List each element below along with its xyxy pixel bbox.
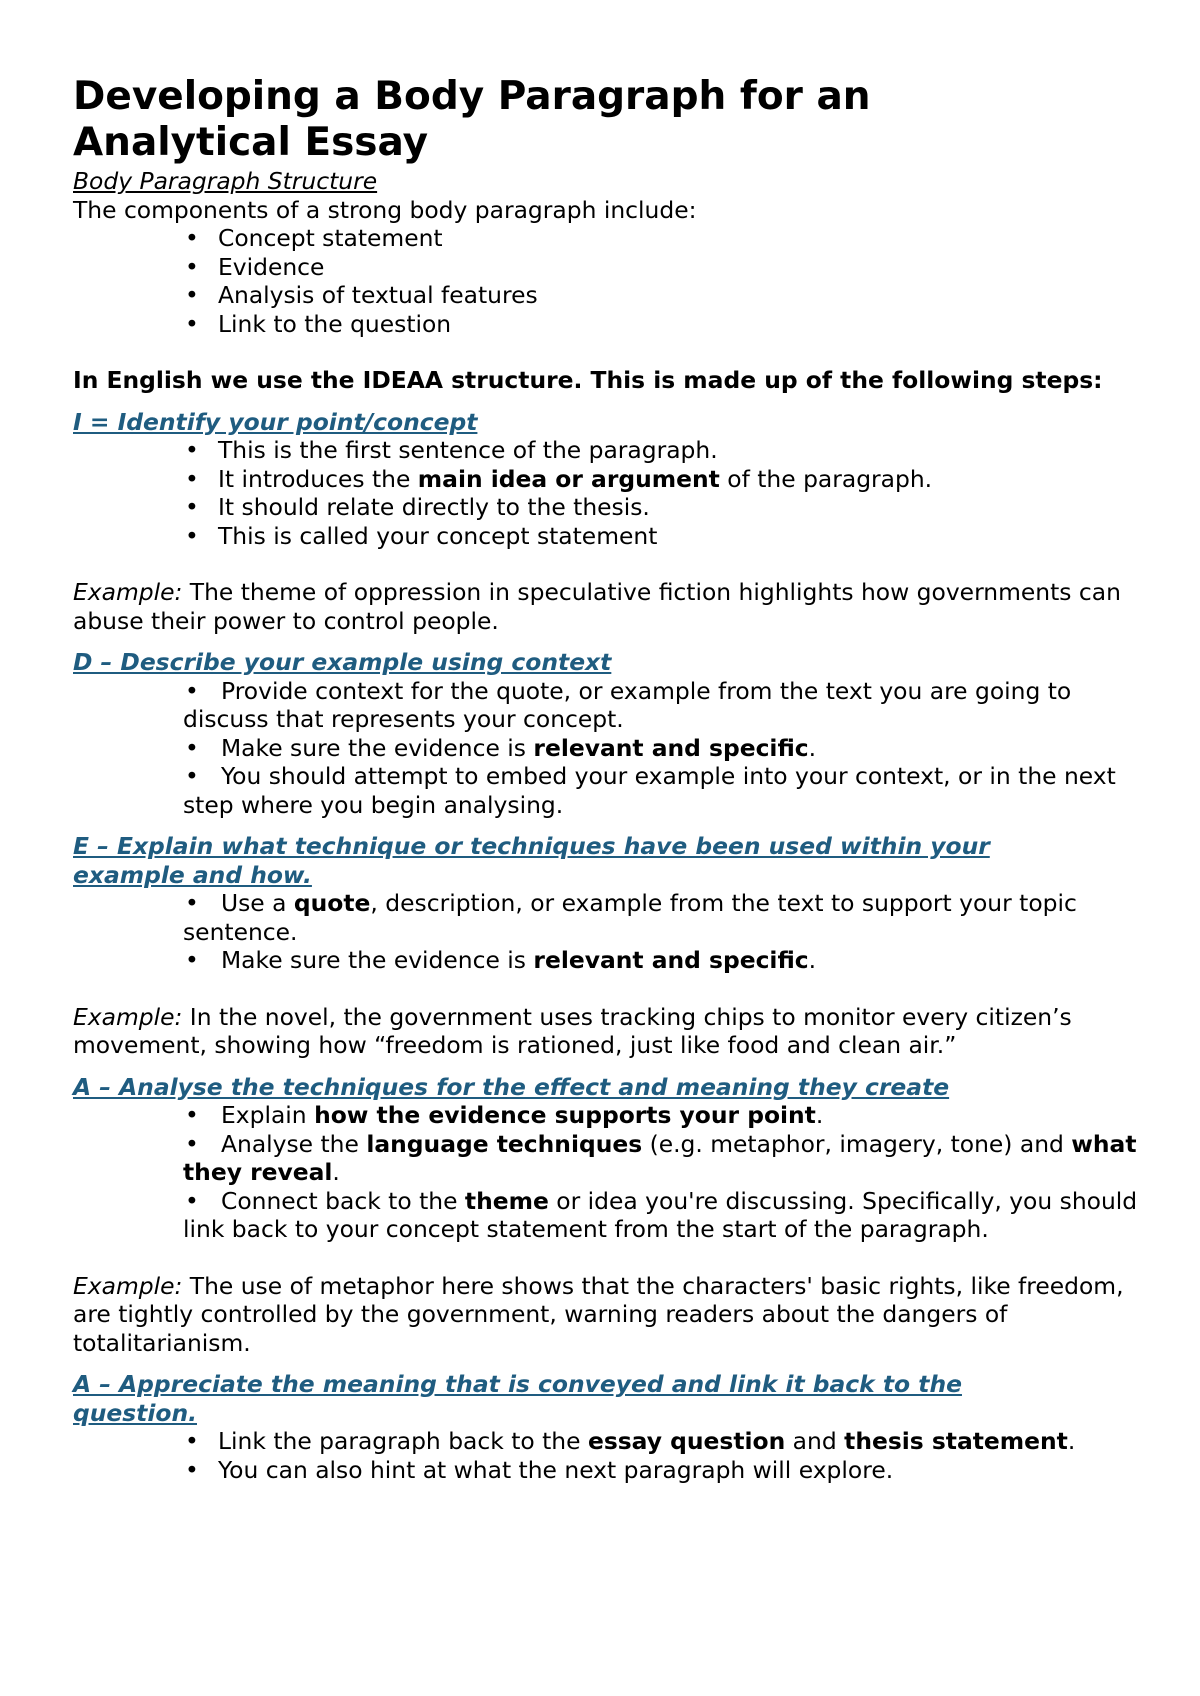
subtitle: Body Paragraph Structure (73, 167, 378, 195)
title-line-2: Analytical Essay (73, 120, 429, 165)
appreciate-list (73, 1427, 1143, 1484)
section-heading-describe: D – Describe your example using context (73, 648, 612, 676)
identify-list (73, 436, 1143, 550)
describe-list (73, 677, 1143, 820)
list-item: • Make sure the evidence is relevant and specific. (73, 946, 1143, 975)
list-item: • Link to the question (73, 310, 1143, 339)
example-label: Example: (73, 1002, 183, 1031)
identify-example: Example: The theme of oppression in speculative fiction highlights how governments can abuse their power to control people. (73, 578, 1121, 635)
list-item: • Evidence (73, 253, 1143, 282)
list-item: • This is called your concept statement (73, 522, 1143, 551)
list-item: • Link the paragraph back to the essay question and thesis statement. (73, 1427, 1143, 1456)
list-item: • It introduces the main idea or argument of the paragraph. (73, 465, 1143, 494)
section-heading-analyse: A – Analyse the techniques for the effect and meaning they create (73, 1072, 950, 1101)
title-line-1: Developing a Body Paragraph for an (73, 74, 871, 119)
analyse-list (73, 1101, 1143, 1244)
list-item: • Make sure the evidence is relevant and specific. (73, 734, 1143, 763)
analyse-example: Example: The use of metaphor here shows that the characters' basic rights, like freedom, are tightly controlled by the government, warning readers about the dangers of totalitarianism. (73, 1271, 1124, 1357)
section-heading-appreciate: A – Appreciate the meaning that is conveyed and link it back to the question. (73, 1370, 962, 1427)
list-item: • Connect back to the theme or idea you're discussing. Specifically, you should link back to your concept statement from the start of the paragraph. (73, 1187, 1143, 1244)
list-item: • You can also hint at what the next paragraph will explore. (73, 1456, 1143, 1485)
list-item: • Use a quote, description, or example from the text to support your topic sentence. (73, 889, 1143, 946)
example-label: Example: (73, 578, 183, 606)
list-item: • You should attempt to embed your example into your context, or in the next step where you begin analysing. (73, 762, 1143, 819)
example-label: Example: (73, 1271, 183, 1300)
list-item: • Analyse the language techniques (e.g. metaphor, imagery, tone) and what they reveal. (73, 1130, 1143, 1187)
document-page (73, 74, 1143, 1484)
list-item: • Provide context for the quote, or example from the text you are going to discuss that represents your concept. (73, 677, 1143, 734)
explain-list (73, 889, 1143, 975)
components-list (73, 224, 1143, 338)
section-heading-identify: I = Identify your point/concept (73, 407, 478, 436)
ideaa-intro: In English we use the IDEAA structure. This is made up of the following steps: (73, 366, 1103, 394)
section-heading-explain: E – Explain what technique or techniques have been used within your example and how. (73, 832, 990, 889)
document-title (73, 74, 1143, 166)
list-item: • Explain how the evidence supports your point. (73, 1101, 1143, 1130)
list-item: • It should relate directly to the thesis. (73, 493, 1143, 522)
list-item: • Analysis of textual features (73, 281, 1143, 310)
list-item: • Concept statement (73, 224, 1143, 253)
explain-example: Example: In the novel, the government uses tracking chips to monitor every citizen’s movement, showing how “freedom is rationed, just like food and clean air.” (73, 1002, 1072, 1059)
components-intro: The components of a strong body paragraph include: (73, 195, 697, 224)
list-item: • This is the first sentence of the paragraph. (73, 436, 1143, 465)
